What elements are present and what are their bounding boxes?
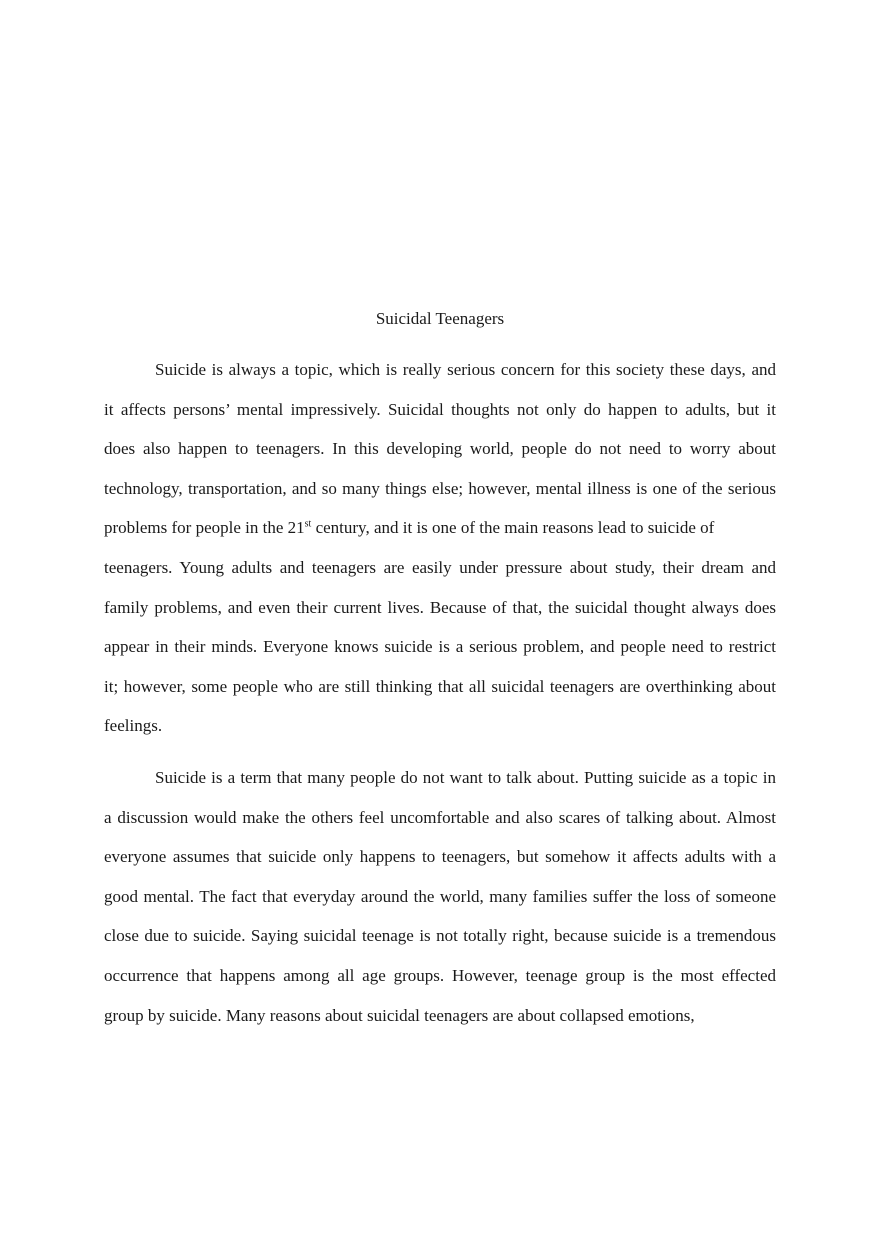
paragraph-line: feelings. [104, 716, 163, 736]
paragraph-line: appear in their minds. Everyone knows suicide is a serious problem, and people need to restrict [104, 637, 776, 657]
line-text: problems for people in the 21 [104, 518, 305, 538]
paragraph-line: Suicide is a term that many people do not want to talk about. Putting suicide as a topic in [155, 768, 776, 787]
line-text: century, and it is one of the main reasons lead to suicide of [311, 518, 715, 538]
paragraph-2 [104, 758, 776, 1035]
paragraph-1 [104, 350, 776, 746]
paragraph-line: it affects persons’ mental impressively. Suicidal thoughts not only do happen to adults, but it [104, 399, 776, 419]
paragraph-line: occurrence that happens among all age groups. However, teenage group is the most effected [104, 965, 776, 985]
paragraph-line: close due to suicide. Saying suicidal teenage is not totally right, because suicide is a tremendous [104, 926, 776, 946]
paragraph-line: it; however, some people who are still thinking that all suicidal teenagers are overthinking about [104, 676, 776, 696]
document-title: Suicidal Teenagers [375, 309, 505, 328]
paragraph-line: Suicide is always a topic, which is really serious concern for this society these days, and [155, 360, 776, 379]
paragraph-line: good mental. The fact that everyday around the world, many families suffer the loss of someone [104, 886, 776, 906]
paragraph-line: a discussion would make the others feel uncomfortable and also scares of talking about. Almost [104, 807, 776, 827]
paragraph-line: does also happen to teenagers. In this developing world, people do not need to worry about [104, 439, 776, 459]
paragraph-line: family problems, and even their current lives. Because of that, the suicidal thought always does [104, 597, 776, 617]
paragraph-line [104, 508, 776, 548]
paragraph-line: group by suicide. Many reasons about suicidal teenagers are about collapsed emotions, [104, 1005, 695, 1025]
ordinal-superscript: st [304, 518, 312, 530]
paragraph-line: everyone assumes that suicide only happens to teenagers, but somehow it affects adults with a [104, 847, 776, 867]
paragraph-line: teenagers. Young adults and teenagers are easily under pressure about study, their dream and [104, 557, 776, 577]
paragraph-line: technology, transportation, and so many things else; however, mental illness is one of the serious [104, 478, 776, 498]
